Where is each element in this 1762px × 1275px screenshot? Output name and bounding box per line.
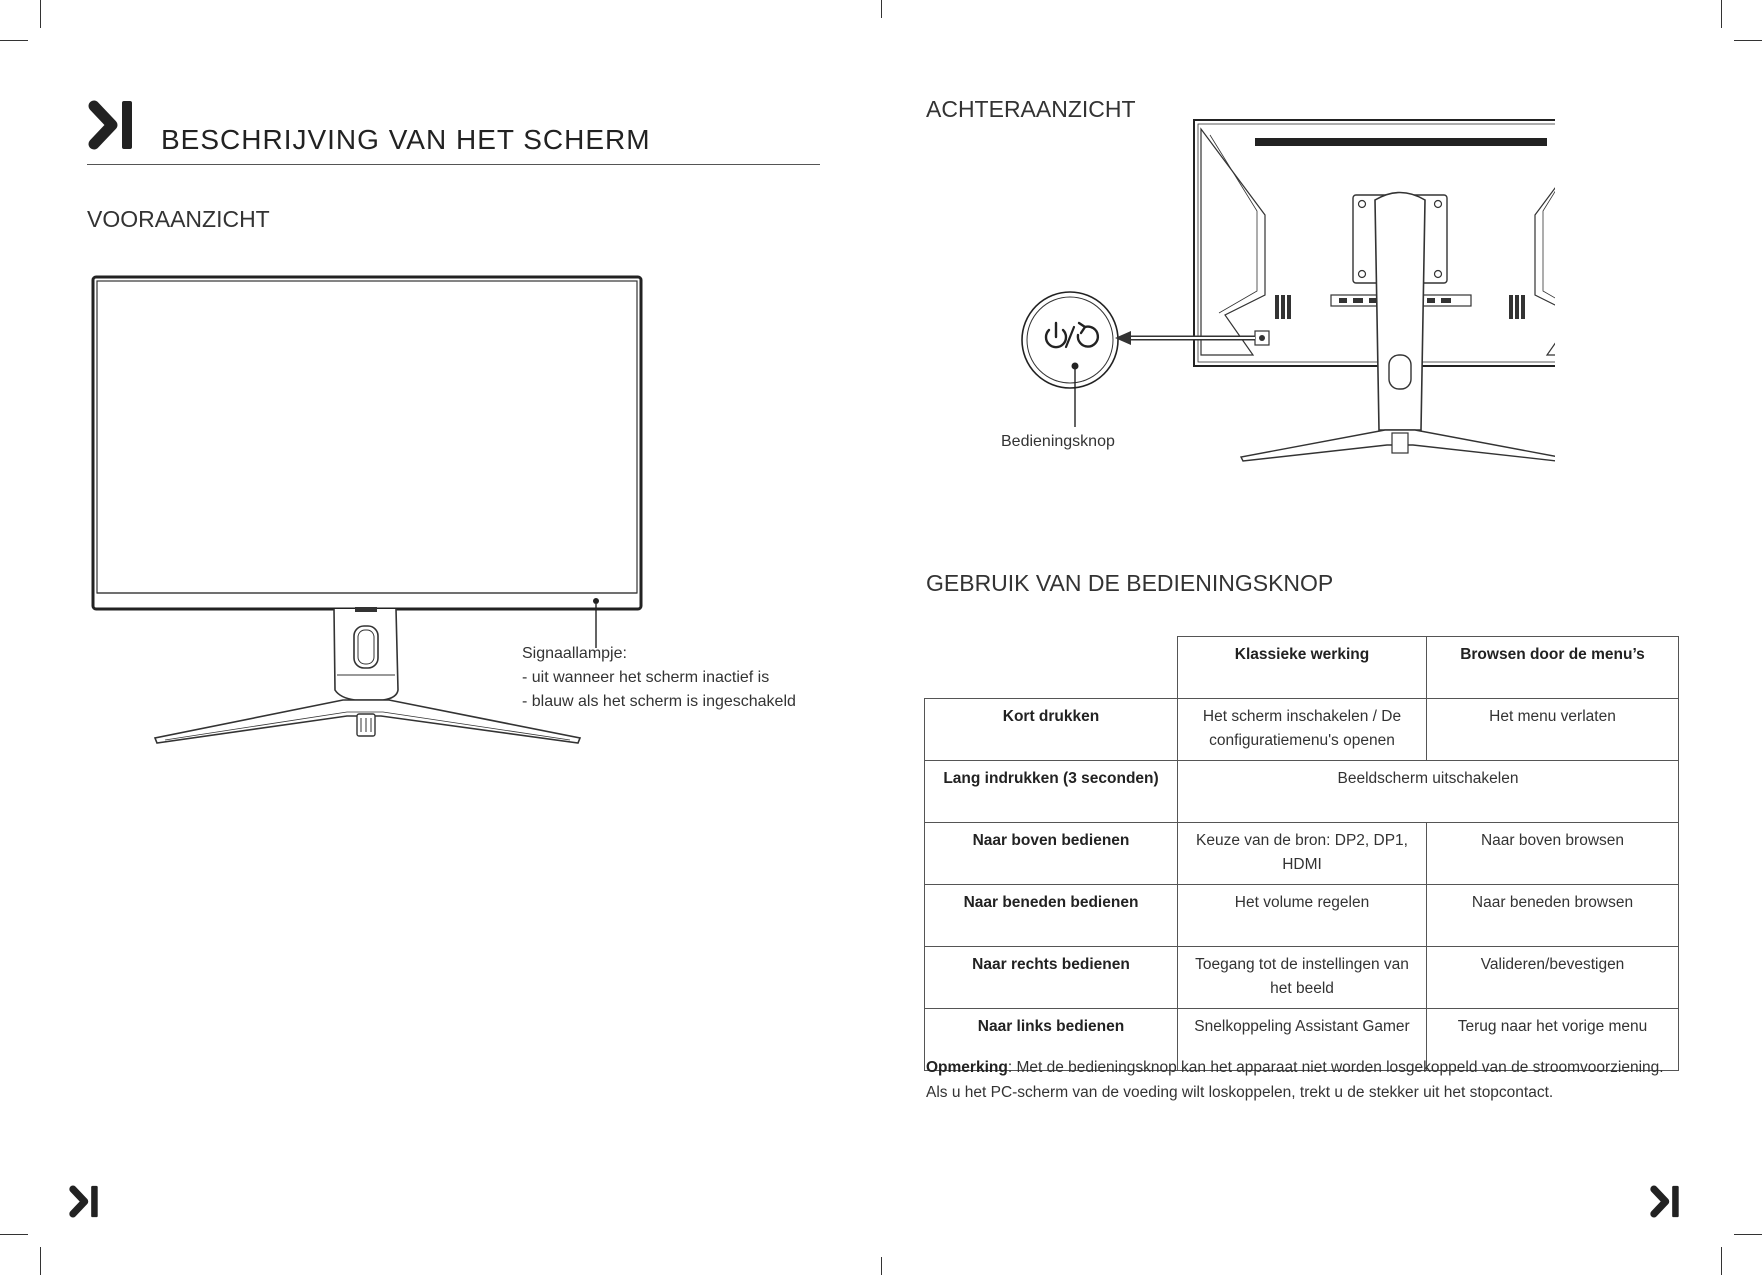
row-classic: Keuze van de bron: DP2, DP1, HDMI (1178, 823, 1427, 885)
page-title: BESCHRIJVING VAN HET SCHERM (161, 124, 651, 155)
crop-mark (881, 1257, 882, 1275)
brand-logo-icon (1650, 1185, 1680, 1218)
rear-view-heading: ACHTERAANZICHT (926, 96, 1136, 122)
row-classic: Het volume regelen (1178, 885, 1427, 947)
control-usage-table (924, 636, 1679, 1071)
crop-mark (0, 1234, 28, 1235)
crop-mark (40, 0, 41, 28)
brand-logo-icon (88, 100, 134, 150)
col-header-classic: Klassieke werking (1178, 637, 1427, 699)
row-menu: Valideren/bevestigen (1427, 947, 1679, 1009)
row-menu: Naar boven browsen (1427, 823, 1679, 885)
crop-mark (1734, 40, 1762, 41)
note-text-1: : Met de bedieningsknop kan het apparaat niet worden losgekoppeld van de stroomvoorziening. (1007, 1059, 1664, 1076)
crop-mark (881, 0, 882, 18)
control-button-label: Bedieningsknop (1001, 433, 1115, 450)
row-classic: Snelkoppeling Assistant Gamer (1178, 1009, 1427, 1071)
row-classic: Toegang tot de instellingen van het beeld (1178, 947, 1427, 1009)
crop-mark (1734, 1234, 1762, 1235)
table-row (925, 761, 1679, 823)
row-menu: Het menu verlaten (1427, 699, 1679, 761)
crop-mark (1721, 1247, 1722, 1275)
brand-logo-icon (69, 1185, 99, 1218)
usage-heading: GEBRUIK VAN DE BEDIENINGSKNOP (926, 570, 1334, 596)
table-row (925, 885, 1679, 947)
row-action: Naar rechts bedienen (925, 947, 1178, 1009)
row-action: Kort drukken (925, 699, 1178, 761)
crop-mark (40, 1247, 41, 1275)
note-line-2: Als u het PC-scherm van de voeding wilt loskoppelen, trekt u de stekker uit het stopcontact. (926, 1084, 1554, 1101)
indicator-title: Signaallampje: (522, 645, 627, 662)
crop-mark (0, 40, 28, 41)
col-header-menu: Browsen door de menu’s (1427, 637, 1679, 699)
note-label: Opmerking (926, 1059, 1008, 1076)
note-line-1 (926, 1055, 1664, 1080)
table-row (925, 947, 1679, 1009)
indicator-desc-on: - blauw als het scherm is ingeschakeld (522, 693, 796, 710)
row-action: Naar links bedienen (925, 1009, 1178, 1071)
row-action: Naar beneden bedienen (925, 885, 1178, 947)
table-corner-cell (925, 637, 1178, 699)
row-action: Lang indrukken (3 seconden) (925, 761, 1178, 823)
row-action: Naar boven bedienen (925, 823, 1178, 885)
monitor-rear-illustration (1015, 115, 1555, 465)
indicator-desc-off: - uit wanneer het scherm inactief is (522, 669, 770, 686)
crop-mark (1721, 0, 1722, 28)
row-classic: Het scherm inschakelen / De configuratiemenu's openen (1178, 699, 1427, 761)
row-menu: Terug naar het vorige menu (1427, 1009, 1679, 1071)
table-row (925, 699, 1679, 761)
row-menu: Naar beneden browsen (1427, 885, 1679, 947)
table-row (925, 823, 1679, 885)
title-divider (87, 164, 820, 165)
front-view-heading: VOORAANZICHT (87, 206, 270, 232)
row-merged: Beeldscherm uitschakelen (1178, 761, 1679, 823)
table-header-row (925, 637, 1679, 699)
